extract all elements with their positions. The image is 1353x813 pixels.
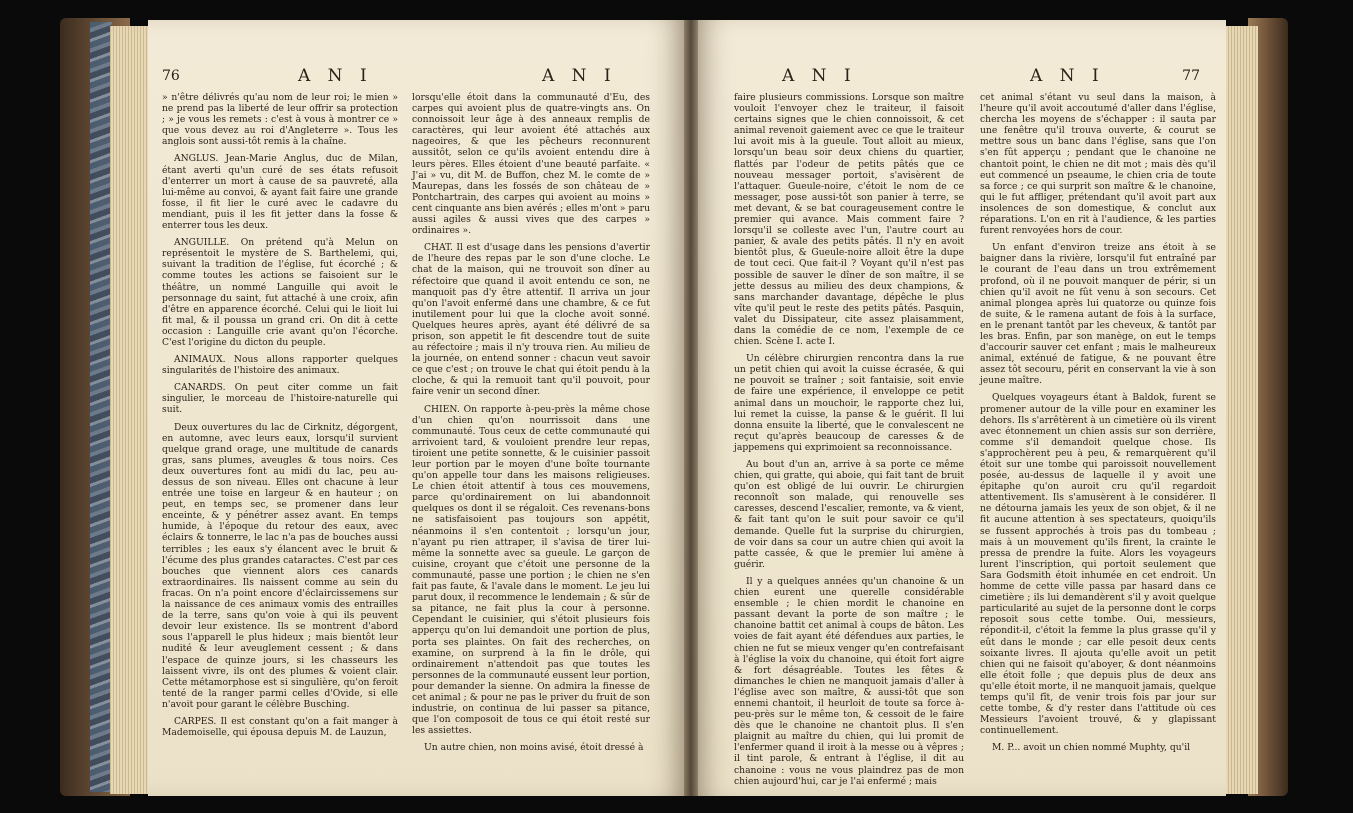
right-page-number: 77 — [1182, 68, 1200, 84]
paragraph: Un autre chien, non moins avisé, étoit dressé à — [424, 742, 644, 754]
left-running-head-1: A N I — [298, 66, 373, 86]
paragraph: M. P... avoit un chien nommé Muphty, qu'il — [992, 742, 1191, 754]
right-column-2 — [980, 92, 1216, 778]
paragraph: Deux ouvertures du lac de Cirknitz, dégorgent, en automne, avec leurs eaux, lorsqu'il survient quelque grand orage, une multitude de canards gras, sans plumes, aveugles & tous noirs. Ces deux ouvertures font au midi du lac, peu au-dessus de son niveau. Elles ont chacune à leur entrée une toise en largeur & en hauteur ; on peut, en temps sec, se promener dans leur enceinte, & y pénétrer assez avant. En temps humide, à l'époque du retour des eaux, avec éclairs & tonnerre, le lac n'a pas de bouches aussi terribles ; les eaux s'y élancent avec le bruit & l'écume des plus grandes cataractes. C'est par ces bouches que viennent alors ces canards extraordinaires. Ils naissent comme au sein du fracas. On n'a point encore d'éclaircissemens sur la naissance de ces animaux vomis des entrailles de la terre, sans qu'on voie à qui ils peuvent devoir leur existence. Ils se montrent d'abord sous l'apparell le plus hideux ; mais bientôt leur nudité & leur aveuglement cessent ; & dans l'espace de quinze jours, si les chasseurs les laissent vivre, ils ont des plumes & voient clair. Cette métamorphose est si singulière, qu'on feroit tenté de la ranger parmi celles d'Ovide, si elle n'avoit pour garant le célèbre Busching. — [162, 421, 398, 710]
left-page-header — [148, 66, 690, 86]
right-running-head-1: A N I — [782, 66, 857, 86]
paragraph: Un enfant d'environ treize ans étoit à se baigner dans la rivière, lorsqu'il fut entraîné par le courant de l'eau dans un trou extrêmement profond, où il ne pouvoit manquer de périr, si un chien qu'il avoit ne fût venu à son secours. Cet animal plongea après lui quatorze ou quinze fois de suite, & le ramena autant de fois à la surface, en le prenant tantôt par les cheveux, & tantôt par les bras. Enfin, par son manège, on eut le temps d'accourir sauver cet enfant ; mais le malheureux animal, exténué de fatigue, & ne pouvant être assez tôt secouru, périt en conservant la vie à son jeune maître. — [980, 242, 1216, 387]
entry-animaux: ANIMAUX. Nous allons rapporter quelques singularités de l'histoire des animaux. — [162, 354, 398, 377]
paragraph: Quelques voyageurs étant à Baldok, furent se promener autour de la ville pour en examiner les dehors. Ils s'arrêtèrent à un cimetière où ils virent avec étonnement un chien assis sur son derrière, comme s'il demandoit quelque chose. Ils s'approchèrent peu à peu, & remarquèrent qu'il étoit sur une tombe qui paroissoit nouvellement posée, au-dessus de laquelle il y avoit une épitaphe qu'on auroit cru qu'il regardoit attentivement. Ils s'amusèrent à le considérer. Il ne détourna jamais les yeux de son objet, & il ne fit aucune attention à ses spectateurs, quoiqu'ils se fussent approchés à trois pas du tombeau ; mais à un mouvement qu'ils firent, la crainte le pressa de prendre la fuite. Alors les voyageurs lurent l'inscription, qui portoit seulement que Sara Godsmith étoit inhumée en cet endroit. Un homme de cette ville passa par hasard dans ce cimetière ; ils lui demandèrent s'il y avoit quelque particularité au sujet de la personne dont le corps reposoit sous cette tombe. Oui, messieurs, répondit-il, c'étoit la femme la plus grasse qu'il y eût dans le monde ; car elle pesoit deux cents soixante livres. Il ajouta qu'elle avoit un petit chien qui ne faisoit qu'aboyer, & dont néanmoins elle étoit folle ; que depuis plus de deux ans qu'elle étoit morte, il ne manquoit jamais, quelque temps qu'il fît, de venir trois fois par jour sur cette tombe, & d'y rester dans l'attitude où ces Messieurs l'avoient trouvé, & y glapissant continuellement. — [980, 392, 1216, 737]
entry-anglus: ANGLUS. Jean-Marie Anglus, duc de Milan, étant averti qu'un curé de ses états refusoit d'enterrer un mort à cause de sa pauvreté, alla lui-même au convoi, & ayant fait faire une grande fosse, il fit lier le curé avec le cadavre du mendiant, puis il les fit jetter dans la fosse & enterrer tous les deux. — [162, 153, 398, 232]
paragraph: Il y a quelques années qu'un chanoine & un chien eurent une querelle considérable ensemble ; le chien mordit le chanoine en passant devant la porte de son maître ; le chanoine battit cet animal à coups de bâton. Les voies de fait ayant été défendues aux parties, le chien ne fut se mieux venger qu'en contrefaisant à l'église la voix du chanoine, qui étoit fort aigre & fort désagréable. Toutes les fêtes & dimanches le chien ne manquoit jamais d'aller à l'église avec son maître, & aussi-tôt que son ennemi chantoit, il heurloit de toute sa force à-peu-près sur le même ton, & cessoit de le faire dès que le chanoine ne chantoit plus. Il s'en plaignit au maître du chien, qui lui promit de l'enfermer quand il iroit à la messe ou à vêpres ; il tint parole, & entrant à l'église, il dit au chanoine : vous ne vous plaindrez pas de mon chien aujourd'hui, car je l'ai enfermé ; mais — [734, 575, 964, 787]
left-page-edges — [110, 26, 150, 794]
entry-chien: CHIEN. On rapporte à-peu-près la même chose d'un chien qu'on nourrissoit dans une communauté. Tous ceux de cette communauté qui arrivoient tard, & vouloient prendre leur repas, tiroient une petite sonnette, & le cuisinier passoit leur portion par le moyen d'une boîte tournante qu'on appelle tour dans les maisons religieuses. Le chien étoit attentif à tous ces mouvemens, parce qu'ordinairement on lui abandonnoit quelques os dont il se régaloit. Ces revenans-bons ne satisfaisoient pas toujours son appétit, néanmoins il s'en contentoit ; lorsqu'un jour, n'ayant pu rien attraper, il s'avisa de tirer lui-même la sonnette avec sa gueule. Le garçon de cuisine, croyant que c'étoit une personne de la communauté, passe une portion ; le chien ne s'en fait pas faute, & l'avale dans le moment. Le jeu lui parut doux, il recommence le lendemain ; & sûr de sa pitance, ne fait plus la cour à personne. Cependant le cuisinier, qui s'étoit plusieurs fois apperçu qu'on lui demandoit une portion de plus, porta ses plaintes. On fait des recherches, on examine, on surprend à la fin le drôle, qui ordinairement n'attendoit pas que toutes les personnes de la communauté eussent leur portion, pour demander la sienne. On admira la finesse de cet animal ; & pour ne pas le priver du fruit de son industrie, on continua de lui passer sa pitance, que l'on composoit de tous ce qui étoit resté sur les assiettes. — [412, 403, 650, 737]
entry-canards: CANARDS. On peut citer comme un fait singulier, le morceau de l'histoire-naturelle qui suit. — [162, 382, 398, 416]
paragraph: Au bout d'un an, arrive à sa porte ce même chien, qui gratte, qui aboie, qui fait tant de bruit qu'on est obligé de lui ouvrir. Le chirurgien reconnoît son malade, qui renouvelle ses caresses, descend l'escalier, remonte, va & vient, & fait tant qu'on le suit pour savoir ce qu'il demande. Quelle fut la surprise du chirurgien, de voir dans sa cour un autre chien qui avoit la patte cassée, & que le premier lui amène à guérir. — [734, 459, 964, 570]
right-page-header — [690, 66, 1226, 86]
entry-carpes: CARPES. Il est constant qu'on a fait manger à Mademoiselle, qui épousa depuis M. de Lauzun, — [162, 715, 398, 739]
left-page — [148, 20, 690, 796]
book-gutter — [684, 20, 698, 796]
open-book — [60, 12, 1288, 802]
left-column-2 — [412, 92, 650, 778]
paragraph: Un célèbre chirurgien rencontra dans la rue un petit chien qui avoit la cuisse écrasée, & qui ne pouvoit se traîner ; soit fantaisie, soit envie de faire une expérience, il enveloppe ce petit animal dans un mouchoir, le rapporte chez lui, lui remet la cuisse, la panse & le guérit. Il lui donna ensuite la liberté, que le convalescent ne reçut qu'après beaucoup de caresses & de jappemens qui exprimoient sa reconnoissance. — [734, 353, 964, 453]
left-running-head-2: A N I — [542, 66, 617, 86]
right-page-edges — [1226, 26, 1258, 794]
entry-chat: CHAT. Il est d'usage dans les pensions d'avertir de l'heure des repas par le son d'une cloche. Le chat de la maison, qui ne trouvoit son dîner au réfectoire que quand il avoit entendu ce son, ne manquoit pas d'y être attentif. Il arriva un jour qu'on l'avoit enfermé dans une chambre, & ce fut inutilement pour lui que la cloche avoit sonné. Quelques heures après, ayant été délivré de sa prison, son appetit le fit descendre tout de suite au réfectoire ; mais il n'y trouva rien. Au milieu de la journée, on entend sonner : chacun veut savoir ce que c'est ; on trouve le chat qui étoit pendu à la cloche, & qui la remuoit tant qu'il pouvoit, pour faire venir un second dîner. — [412, 242, 650, 398]
paragraph: cet animal s'étant vu seul dans la maison, à l'heure qu'il avoit accoutumé d'aller dans l'église, chercha les moyens de s'échapper : il sauta par une fenêtre qu'il trouva ouverte, & courut se mettre sous un banc dans l'église, sans que l'on s'en fût apperçu ; pendant que le chanoine ne chantoit point, le chien ne dit mot ; mais dès qu'il eut commencé un pseaume, le chien cria de toute sa force ; ce qui surprit son maître & le chanoine, qui le fut affliger, prétendant qu'il avoit part aux insolences de son domestique, & conclut aux réparations. L'on en rit à l'audience, & les parties furent renvoyées hors de cour. — [980, 92, 1216, 237]
paragraph: lorsqu'elle étoit dans la communauté d'Eu, des carpes qui avoient plus de quatre-vingts ans. On connoissoit leur âge à des anneaux remplis de caractères, qui leur avoient été attachés aux nageoires, & que les pêcheurs reconnurent aussitôt, selon ce qu'ils avoient entendu dire à leurs pères. Elles étoient d'une beauté parfaite. « J'ai » vu, dit M. de Buffon, chez M. le comte de » Maurepas, dans les fossés de son château de » Pontchartrain, des carpes qui avoient au moins » cent cinquante ans bien avérés ; elles m'ont » paru aussi agiles & aussi vives que des carpes » ordinaires ». — [412, 92, 650, 237]
left-page-number: 76 — [162, 68, 180, 84]
right-column-1 — [734, 92, 964, 787]
entry-anguille: ANGUILLE. On prétend qu'à Melun on représentoit le mystère de S. Barthelemi, qui, suivant la tradition de l'église, fut écorché ; & comme toutes les actions se faisoient sur le théâtre, un nommé Languille qui avoit le personnage du saint, fut attaché à une croix, afin d'être en apparence écorché. Celui qui le lioit lui fit mal, & il poussa un grand cri. On dit à cette occasion : Languille crie avant qu'on l'écorche. C'est l'origine du dicton du peuple. — [162, 237, 398, 348]
paragraph: » n'être délivrés qu'au nom de leur roi; le mien » ne prend pas la liberté de leur offrir sa protection ; » je vous les remets : c'est à vous à montrer ce » que vous devez au roi d'Angleterre ». Tous les anglois sont aussi-tôt remis à la chaîne. — [162, 92, 398, 148]
right-running-head-2: A N I — [1030, 66, 1105, 86]
left-column-1 — [162, 92, 398, 778]
paragraph: faire plusieurs commissions. Lorsque son maître vouloit l'envoyer chez le traiteur, il faisoit certains signes que le chien connoissoit, & cet animal revenoit gaiement avec ce que le traiteur lui avoit mis à la gueule. Tout alloit au mieux, lorsqu'un beau soir deux chiens du quartier, flattés par l'odeur de petits pâtés que ce nouveau messager portoit, s'avisèrent de l'attaquer. Gueule-noire, c'étoit le nom de ce messager, pose aussi-tôt son panier à terre, se met devant, & se bat courageusement contre le premier qui avance. Mais comment faire ? lorsqu'il se colleste avec l'un, l'autre court au panier, & avale des petits pâtés. Il n'y en avoit bientôt plus, & Gueule-noire alloit être la dupe de tout ceci. Que fait-il ? Voyant qu'il n'est pas possible de sauver le dîner de son maître, il se jette dessus au milieu des deux champions, & sans marchander davantage, dépêche le plus vîte qu'il peut le reste des petits pâtés. Pasquin, valet du Dissipateur, cite assez plaisamment, dans la comédie de ce nom, l'exemple de ce chien. Scène I. acte I. — [734, 92, 964, 348]
marbled-edge — [90, 22, 112, 792]
right-page — [690, 20, 1226, 796]
